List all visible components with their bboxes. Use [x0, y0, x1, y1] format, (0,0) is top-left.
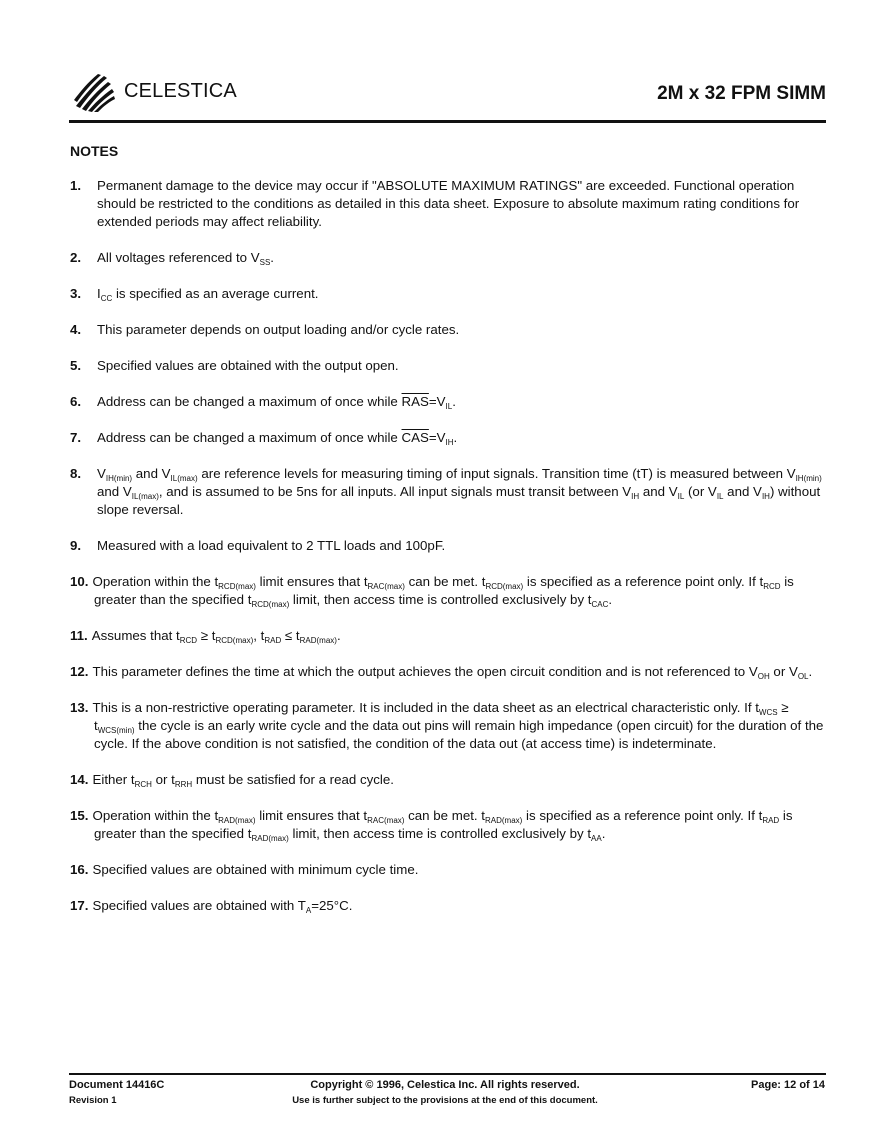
note-item	[70, 807, 828, 843]
note-number: 8.	[70, 466, 82, 481]
use-note: Use is further subject to the provisions at the end of this document.	[292, 1095, 598, 1106]
note-item	[70, 285, 828, 303]
note-number: 7.	[70, 430, 82, 445]
note-text: Address can be changed a maximum of once while $\overline{RAS}=V_{IL}$.	[97, 394, 456, 411]
copyright-text: Copyright © 1996, Celestica Inc. All rights reserved.	[310, 1079, 580, 1091]
note-item	[70, 573, 828, 609]
note-number: 6.	[70, 394, 82, 409]
note-item	[70, 465, 828, 519]
note-number: 3.	[70, 286, 82, 301]
note-item	[70, 771, 828, 789]
note-number: 17.	[70, 898, 89, 913]
note-number: 1.	[70, 178, 82, 193]
company-name: CELESTICA	[124, 80, 237, 102]
note-text: This parameter depends on output loading and/or cycle rates.	[97, 322, 460, 337]
note-text: $I_{CC}$ is specified as an average current.	[97, 286, 319, 303]
note-item	[70, 393, 828, 411]
note-text: $V_{IH(min)}$ and $V_{IL(max)}$ are reference levels for measuring timing of input signals. Transition time (tT) is measured between $V_{IH(min)}$ and $V_{IL(max)}$, and is assumed to be 5ns for all inputs. All input signals must transit between $V_{IH}$ and $V_{IL}$ (or $V_{IL}$ and $V_{IH}$) without slope reversal.	[97, 466, 822, 517]
notes-list	[70, 177, 828, 933]
note-text: Specified values are obtained with minimum cycle time.	[92, 862, 419, 877]
footer-document-info	[69, 1078, 164, 1108]
note-item	[70, 663, 828, 681]
note-number: 4.	[70, 322, 82, 337]
note-text: This parameter defines the time at which the output achieves the open circuit condition and is not referenced to $V_{OH}$ or $V_{OL}$.	[92, 664, 813, 681]
note-number: 11.	[70, 628, 88, 643]
note-number: 12.	[70, 664, 89, 679]
notes-heading: NOTES	[70, 143, 119, 159]
note-number: 14.	[70, 772, 89, 787]
note-text: This is a non-restrictive operating parameter. It is included in the data sheet as an electrical characteristic only. If $t_{WCS} \ge t_{WCS(min)}$ the cycle is an early write cycle and the data out pins will remain high impedance (open circuit) for the duration of the cycle. If the above condition is not satisfied, the condition of the data out (at access time) is indeterminate.	[92, 700, 824, 751]
note-item	[70, 177, 828, 231]
note-item	[70, 537, 828, 555]
note-text: Measured with a load equivalent to 2 TTL loads and 100pF.	[97, 538, 446, 553]
note-text: Assumes that $t_{RCD} \ge t_{RCD(max)}$, $t_{RAD} \le t_{RAD(max)}$.	[91, 628, 341, 645]
note-item	[70, 861, 828, 879]
footer-divider	[69, 1073, 826, 1075]
note-text: Specified values are obtained with $T_A=25^\circ C$.	[92, 898, 353, 915]
note-item	[70, 627, 828, 645]
note-item	[70, 249, 828, 267]
note-text: Either $t_{RCH}$ or $t_{RRH}$ must be satisfied for a read cycle.	[92, 772, 394, 789]
document-number: Document 14416C	[69, 1079, 165, 1091]
note-number: 13.	[70, 700, 89, 715]
footer-copyright	[250, 1078, 640, 1108]
note-text: Operation within the $t_{RCD(max)}$ limit ensures that $t_{RAC(max)}$ can be met. $t_{RCD(max)}$ is specified as a reference point only. If $t_{RCD}$ is greater than the specified $t_{RCD(max)}$ limit, then access time is controlled exclusively by $t_{CAC}$.	[92, 574, 794, 609]
note-item	[70, 321, 828, 339]
note-item	[70, 357, 828, 375]
note-number: 10.	[70, 574, 89, 589]
note-text: All voltages referenced to $V_{SS}$.	[97, 250, 274, 267]
page-number: Page: 12 of 14	[751, 1079, 825, 1091]
document-title: 2M x 32 FPM SIMM	[657, 83, 826, 104]
note-text: Address can be changed a maximum of once while $\overline{CAS}=V_{IH}$.	[97, 430, 458, 447]
note-number: 16.	[70, 862, 89, 877]
celestica-logo-icon	[74, 70, 116, 112]
header-divider	[69, 120, 826, 123]
note-item	[70, 897, 828, 915]
note-number: 15.	[70, 808, 89, 823]
revision-number: Revision 1	[69, 1095, 117, 1106]
note-item	[70, 699, 828, 753]
note-item	[70, 429, 828, 447]
note-text: Specified values are obtained with the output open.	[97, 358, 399, 373]
note-number: 2.	[70, 250, 82, 265]
note-number: 5.	[70, 358, 82, 373]
note-number: 9.	[70, 538, 82, 553]
note-text: Permanent damage to the device may occur if "ABSOLUTE MAXIMUM RATINGS" are exceeded. Functional operation should be restricted to the conditions as detailed in this data sheet. Exposure to absolute maximum rating conditions for extended periods may affect reliability.	[97, 178, 800, 229]
note-text: Operation within the $t_{RAD(max)}$ limit ensures that $t_{RAC(max)}$ can be met. $t_{RAD(max)}$ is specified as a reference point only. If $t_{RAD}$ is greater than the specified $t_{RAD(max)}$ limit, then access time is controlled exclusively by $t_{AA}$.	[92, 808, 793, 843]
